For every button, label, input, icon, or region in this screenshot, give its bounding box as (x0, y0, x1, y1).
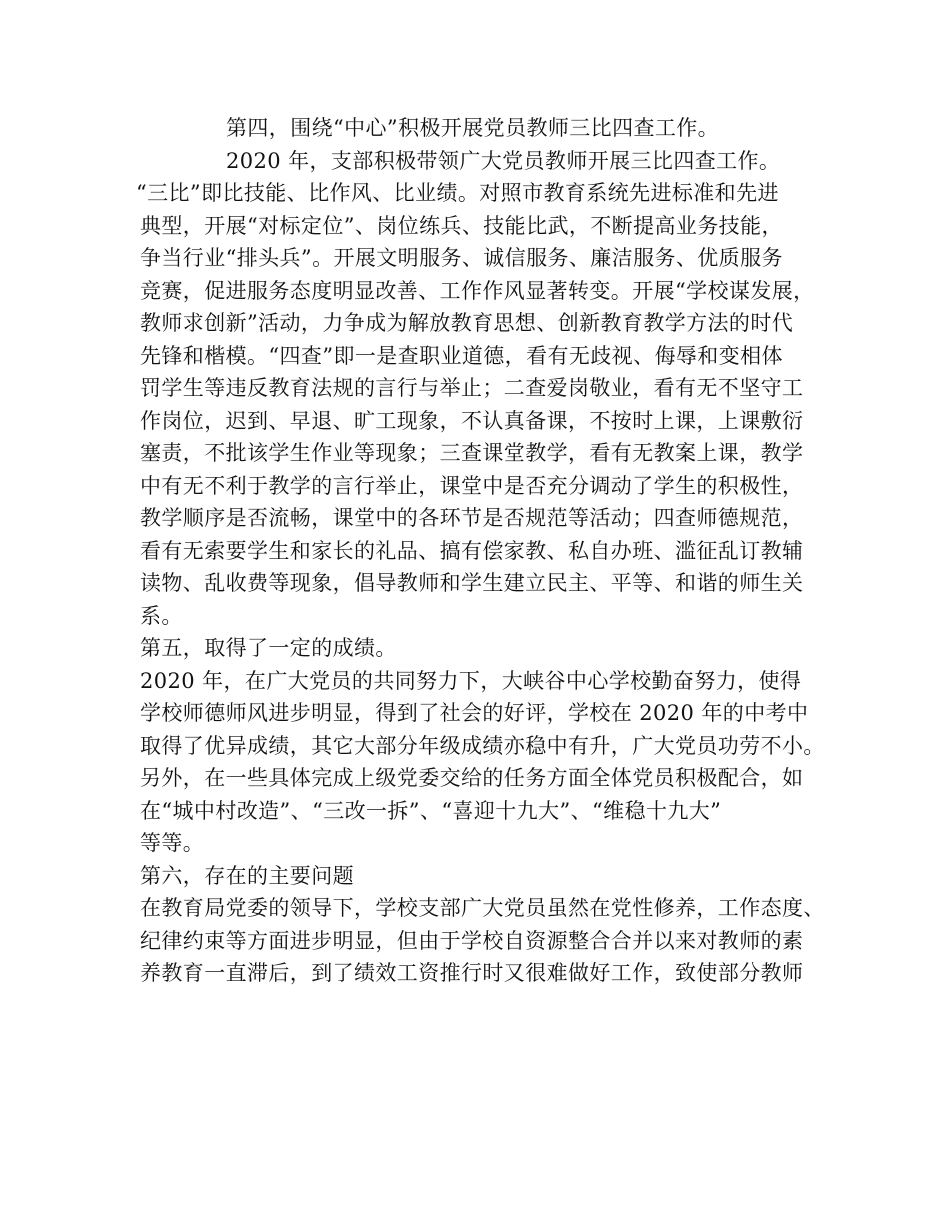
paragraph-line: 学校师德师风进步明显，得到了社会的好评，学校在 2020 年的中考中 (140, 701, 809, 725)
paragraph-line: “三比”即比技能、比作风、比业绩。对照市教育系统先进标准和先进 (136, 181, 779, 205)
paragraph-line: 在教育局党委的领导下，学校支部广大党员虽然在党性修养，工作态度、 (140, 896, 825, 920)
document-body (136, 112, 825, 990)
paragraph-line: 先锋和楷模。“四查”即一是查职业道德，看有无歧视、侮辱和变相体 (140, 343, 783, 368)
section-4-heading: 第四，围绕“中心”积极开展党员教师三比四查工作。 (226, 116, 720, 140)
section-5-heading: 第五，取得了一定的成绩。 (140, 636, 397, 660)
paragraph-line: 读物、乱收费等现象，倡导教师和学生建立民主、平等、和谐的师生关 (140, 571, 804, 595)
paragraph-line: 看有无索要学生和家长的礼品、搞有偿家教、私自办班、滥征乱订教辅 (140, 538, 804, 563)
paragraph-line: 取得了优异成绩，其它大部分年级成绩亦稳中有升，广大党员功劳不小。 (140, 733, 825, 758)
paragraph-line: 另外，在一些具体完成上级党委交给的任务方面全体党员积极配合，如 (140, 766, 804, 790)
paragraph-line: 塞责，不批该学生作业等现象；三查课堂教学，看有无教案上课，教学 (140, 441, 804, 465)
paragraph-line: 2020 年，在广大党员的共同努力下，大峡谷中心学校勤奋努力，使得 (140, 668, 802, 693)
paragraph-line: 争当行业“排头兵”。开展文明服务、诚信服务、廉洁服务、优质服务 (140, 246, 783, 270)
paragraph-line: 养教育一直滞后，到了绩效工资推行时又很难做好工作，致使部分教师 (140, 961, 804, 985)
paragraph-line: 罚学生等违反教育法规的言行与举止；二查爱岗敬业，看有无不坚守工 (140, 376, 804, 400)
section-6-heading: 第六，存在的主要问题 (140, 863, 354, 888)
paragraph-line: 等等。 (140, 831, 205, 855)
paragraph-line: 教学顺序是否流畅，课堂中的各环节是否规范等活动；四查师德规范， (140, 506, 804, 530)
paragraph-line: 典型，开展“对标定位”、岗位练兵、技能比武，不断提高业务技能， (140, 213, 783, 238)
paragraph-line: 作岗位，迟到、早退、旷工现象，不认真备课，不按时上课，上课敷衍 (140, 408, 804, 433)
paragraph-line: 2020 年，支部积极带领广大党员教师开展三比四查工作。 (226, 148, 781, 173)
paragraph-line: 教师求创新”活动，力争成为解放教育思想、创新教育教学方法的时代 (140, 311, 794, 335)
paragraph-line: 竞赛，促进服务态度明显改善、工作作风显著转变。开展“学校谋发展， (140, 278, 815, 303)
paragraph-line: 系。 (140, 603, 183, 628)
paragraph-line: 纪律约束等方面进步明显，但由于学校自资源整合合并以来对教师的素 (140, 928, 804, 953)
paragraph-line: 中有无不利于教学的言行举止，课堂中是否充分调动了学生的积极性， (140, 473, 804, 498)
paragraph-line: 在“城中村改造”、“三改一拆”、“喜迎十九大”、“维稳十九大” (140, 798, 722, 823)
